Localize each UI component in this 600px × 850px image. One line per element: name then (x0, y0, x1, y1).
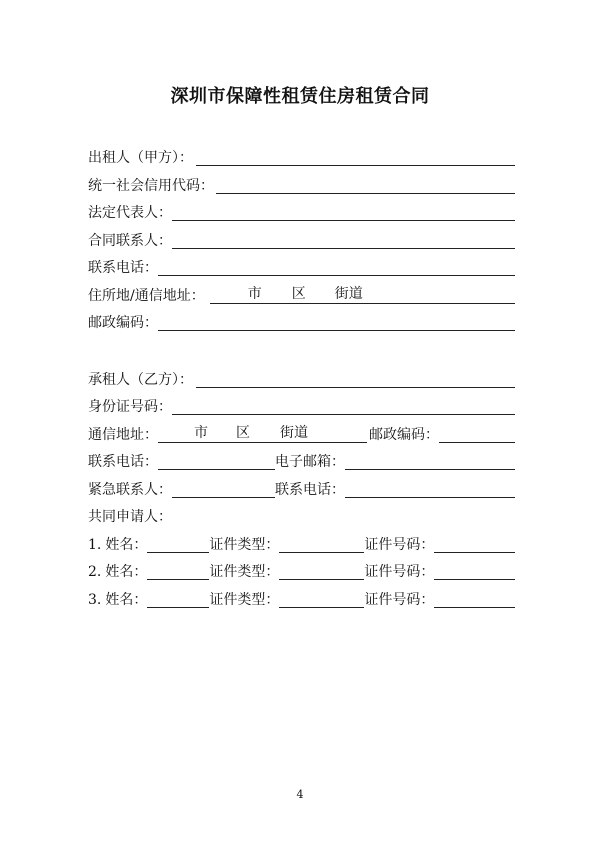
co-applicant-id-number-blank (434, 591, 515, 608)
page-title: 深圳市保障性租赁住房租赁合同 (170, 86, 430, 107)
co-applicant-id-number-label: 证件号码： (364, 592, 435, 608)
lessee-address-district: 区 (236, 425, 250, 441)
co-applicant-name-blank (147, 536, 209, 553)
lessor-contact-person-label: 合同联系人： (88, 233, 172, 249)
co-applicant-name-blank (147, 563, 209, 580)
co-applicant-index: 1. (88, 537, 102, 553)
lessor-address-street: 街道 (334, 286, 363, 302)
lessor-phone-label: 联系电话： (88, 260, 158, 276)
lessee-name-label: 承租人（乙方）： (88, 372, 193, 388)
lessee-address-city: 市 (194, 425, 208, 441)
co-applicant-id-number-blank (434, 536, 515, 553)
lessee-id-row (88, 397, 515, 417)
lessor-address-label: 住所地/通信地址： (88, 288, 205, 304)
lessee-address-blank (158, 422, 367, 443)
lessee-id-label: 身份证号码： (88, 399, 172, 415)
lessor-address-row (88, 286, 515, 306)
lessor-credit-code-row (88, 176, 515, 196)
lessor-contact-person-row (88, 231, 515, 251)
lessee-address-street: 街道 (280, 425, 308, 441)
co-applicant-id-type-label: 证件类型： (209, 564, 280, 580)
lessor-credit-code-label: 统一社会信用代码： (88, 178, 214, 194)
lessee-emergency-contact-label: 紧急联系人： (88, 482, 172, 498)
co-applicant-id-type-blank (279, 591, 364, 608)
lessee-name-blank (196, 371, 515, 388)
lessee-phone-blank (158, 453, 275, 470)
co-applicant-id-type-blank (279, 536, 364, 553)
lessee-email-label: 电子邮箱： (275, 454, 345, 470)
co-applicant-name-label: 姓名： (105, 592, 148, 608)
co-applicant-id-number-blank (434, 563, 515, 580)
lessor-legal-rep-blank (172, 204, 515, 221)
co-applicant-index: 3. (88, 592, 102, 608)
lessee-address-label: 通信地址： (88, 427, 158, 443)
lessor-contact-person-blank (172, 232, 515, 249)
lessor-name-blank (196, 149, 515, 166)
co-applicant-name-label: 姓名： (105, 564, 148, 580)
co-applicant-row (88, 562, 515, 582)
lessor-postcode-blank (158, 314, 515, 331)
lessee-contact-row (88, 452, 515, 472)
co-applicant-name-label: 姓名： (105, 537, 148, 553)
lessor-legal-rep-label: 法定代表人： (88, 205, 172, 221)
lessee-postcode-blank (439, 426, 515, 443)
lessee-id-blank (172, 398, 515, 415)
co-applicant-name-blank (147, 591, 209, 608)
co-applicant-row (88, 535, 515, 555)
co-applicant-id-type-label: 证件类型： (209, 537, 280, 553)
lessor-name-label: 出租人（甲方）： (88, 150, 193, 166)
co-applicant-index: 2. (88, 564, 102, 580)
co-applicant-id-number-label: 证件号码： (364, 564, 435, 580)
lessee-emergency-row (88, 480, 515, 500)
lessee-emergency-phone-label: 联系电话： (275, 482, 345, 498)
lessee-emergency-contact-blank (172, 481, 275, 498)
co-applicant-id-type-label: 证件类型： (209, 592, 280, 608)
lessor-address-city: 市 (247, 286, 262, 302)
lessor-name-row (88, 148, 515, 168)
lessor-address-district: 区 (291, 286, 306, 302)
co-applicant-id-number-label: 证件号码： (364, 537, 435, 553)
lessor-legal-rep-row (88, 203, 515, 223)
co-applicant-row (88, 590, 515, 610)
lessor-credit-code-blank (216, 177, 515, 194)
lessee-email-blank (345, 453, 515, 470)
lessor-phone-row (88, 258, 515, 278)
lessor-postcode-label: 邮政编码： (88, 315, 158, 331)
co-applicant-id-type-blank (279, 563, 364, 580)
lessee-emergency-phone-blank (345, 481, 515, 498)
lessee-postcode-label: 邮政编码： (369, 427, 439, 443)
lessor-postcode-row (88, 313, 515, 333)
page-number: 4 (296, 788, 304, 801)
co-applicants-heading: 共同申请人： (88, 509, 172, 525)
lessee-name-row (88, 370, 515, 390)
lessor-address-blank (210, 283, 515, 304)
lessee-address-row (88, 425, 515, 445)
lessee-phone-label: 联系电话： (88, 454, 158, 470)
lessor-phone-blank (158, 259, 515, 276)
co-applicants-heading-row (88, 507, 515, 527)
